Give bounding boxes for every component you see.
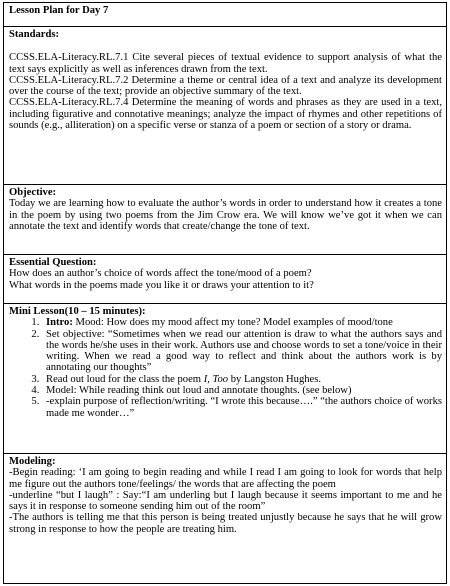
- standard-item: CCSS.ELA-Literacy.RL.7.4 Determine the meaning of words and phrases as they are used in a text, including figurative and connotative meanings; analyze the impact of rhymes and other repetitions of sounds (e.g., alliteration) on a specific verse or stanza of a poem or section of a story or drama.: [9, 97, 442, 132]
- essential-question-line: How does an author’s choice of words affect the tone/mood of a poem?: [9, 268, 312, 280]
- step-text: -explain purpose of reflection/writing. “I wrote this because….” “the authors choice of works made me wonder…”: [46, 396, 442, 419]
- objective-heading: Objective:: [9, 187, 57, 198]
- essential-question-line: What words in the poems made you like it or draws your attention to it?: [9, 279, 314, 291]
- objective-section: [4, 184, 446, 254]
- mini-lesson-step: [42, 385, 442, 396]
- step-text: by Langston Hughes.: [228, 373, 322, 385]
- step-intro-label: Intro:: [46, 317, 73, 329]
- standard-item: CCSS.ELA-Literacy.RL.7.1 Cite several pieces of textual evidence to support analysis of what the text says explicitly as well as inferences drawn from the text.: [9, 52, 442, 75]
- modeling-paragraph: -The authors is telling me that this person is being treated unjustly because he says that he will grow strong in response to how the people are treating him.: [9, 512, 442, 535]
- mini-lesson-step: [42, 329, 442, 374]
- standards-section: [4, 26, 446, 184]
- mini-lesson-heading: Mini Lesson(10 – 15 minutes):: [9, 306, 146, 317]
- lesson-plan-table: [3, 2, 447, 584]
- step-text: Model: While reading think out loud and annotate thoughts. (see below): [46, 385, 352, 397]
- lesson-title: Lesson Plan for Day 7: [9, 5, 109, 16]
- objective-text: Today we are learning how to evaluate the author’s words in order to understand how it creates a tone in the poem by using two poems from the Jim Crow era. We will know we’ve got it when we can annotate the text and identify words that create/change the tone of text.: [9, 198, 442, 232]
- mini-lesson-step: [42, 374, 442, 385]
- mini-lesson-step: [42, 317, 442, 328]
- essential-question-section: [4, 254, 446, 303]
- modeling-paragraph: -Begin reading: ‘I am going to begin reading and while I read I am going to look for words that help me figure out the authors tone/feelings/ the words that are affecting the poem: [9, 467, 442, 490]
- modeling-heading: Modeling:: [9, 456, 56, 467]
- mini-lesson-section: [4, 303, 446, 453]
- poem-title: I, Too: [203, 373, 229, 385]
- step-text: Set objective: “Sometimes when we read our attention is draw to what the authors says and the words he/she uses in their work. Authors use and choose words to set a tone/voice in their writing. When we read a good way to reflect and think about the authors work is by annotating our thoughts”: [46, 328, 443, 374]
- standard-item: CCSS.ELA-Literacy.RL.7.2 Determine a theme or central idea of a text and analyze its development over the course of the text; provide an objective summary of the text.: [9, 74, 442, 98]
- essential-question-heading: Essential Question:: [9, 257, 97, 268]
- lesson-title-cell: [4, 3, 446, 26]
- mini-lesson-steps: [9, 317, 442, 419]
- modeling-section: [4, 453, 446, 583]
- step-text: Mood: How does my mood affect my tone? Model examples of mood/tone: [72, 317, 393, 329]
- modeling-paragraph: -underline “but I laugh” : Say:“I am underling but I laugh because it seems important to me and he says it in response to someone sending him out of the room”: [9, 489, 442, 513]
- standards-heading: Standards:: [9, 29, 60, 40]
- step-text: Read out loud for the class the poem: [46, 373, 204, 385]
- mini-lesson-step: [42, 396, 442, 419]
